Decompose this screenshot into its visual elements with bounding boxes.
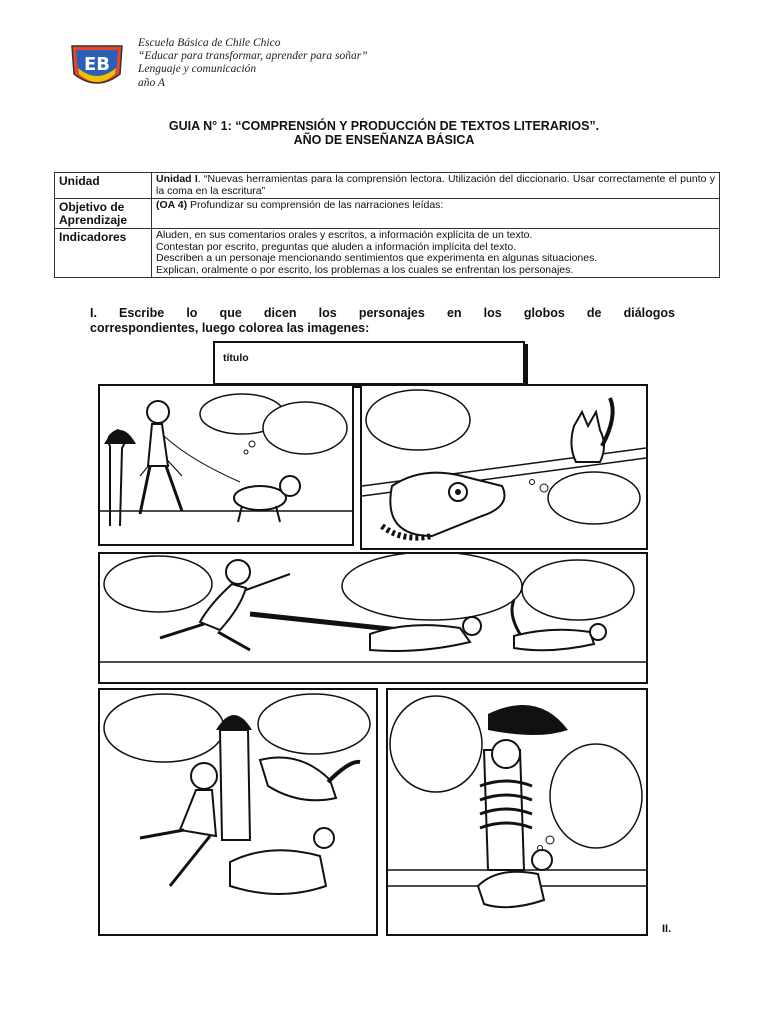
instruction-line-2: correspondientes, luego colorea las imagenes: [90, 321, 370, 335]
school-motto: “Educar para transformar, aprender para soñar” [138, 50, 368, 62]
guide-title: GUIA N° 1: “COMPRENSIÓN Y PRODUCCIÓN DE TEXTOS LITERARIOS”. [168, 119, 600, 133]
objetivo-bold: (OA 4) [156, 199, 188, 211]
boy-chased-by-dog-icon [100, 554, 646, 682]
indicador-item: Describen a un personaje mencionando sentimientos que experimenta en algunas situaciones. [156, 252, 598, 264]
indicador-item: Contestan por escrito, preguntas que aluden a información implícita del texto. [156, 240, 517, 253]
instruction-line-1: I. Escribe lo que dicen los personajes en los globos de diálogos [90, 306, 675, 320]
indicador-item: Explican, oralmente o por escrito, los problemas a los cuales se enfrentan los personajes. [156, 263, 574, 276]
section-ii-label: II. [662, 923, 672, 935]
boy-tied-to-tree-icon [388, 690, 646, 934]
subject-name: Lenguaje y comunicación [138, 63, 257, 75]
table-row [55, 173, 720, 199]
school-name: Escuela Básica de Chile Chico [138, 37, 281, 49]
objetivo-text: Profundizar su comprensión de las narraciones leídas: [187, 199, 444, 211]
indicador-item: Aluden, en sus comentarios orales y escritos, a información explícita de un texto. [156, 229, 533, 241]
comic-panel-4 [98, 688, 378, 936]
info-table [54, 172, 720, 278]
grade-text: año A [138, 77, 165, 89]
table-row [55, 229, 720, 278]
comic-panel-5 [386, 688, 648, 936]
unidad-text: . “Nuevas herramientas para la comprensión lectora. Utilización del diccionario. Usar correctamente el punto y la coma en la escritura” [156, 173, 715, 197]
dog-chases-cat-around-tree-icon [100, 690, 376, 934]
table-row [55, 199, 720, 229]
school-logo-icon [68, 40, 126, 92]
unidad-label: Unidad [55, 173, 152, 199]
title-input-box[interactable] [213, 341, 525, 385]
dog-sees-cat-icon [362, 386, 646, 548]
indicadores-cell [152, 229, 720, 278]
comic-panel-3 [98, 552, 648, 684]
title-box-label: título [223, 352, 249, 364]
objetivo-label: Objetivo de Aprendizaje [55, 199, 152, 229]
boy-walking-dog-icon [100, 386, 352, 544]
unidad-bold: Unidad I [156, 173, 198, 185]
unidad-cell [152, 173, 720, 199]
objetivo-cell [152, 199, 720, 229]
guide-subtitle: AÑO DE ENSEÑANZA BÁSICA [293, 133, 475, 147]
comic-panel-1 [98, 384, 354, 546]
comic-panel-2 [360, 384, 648, 550]
logo-text: EB [83, 54, 111, 75]
indicadores-label: Indicadores [55, 229, 152, 278]
